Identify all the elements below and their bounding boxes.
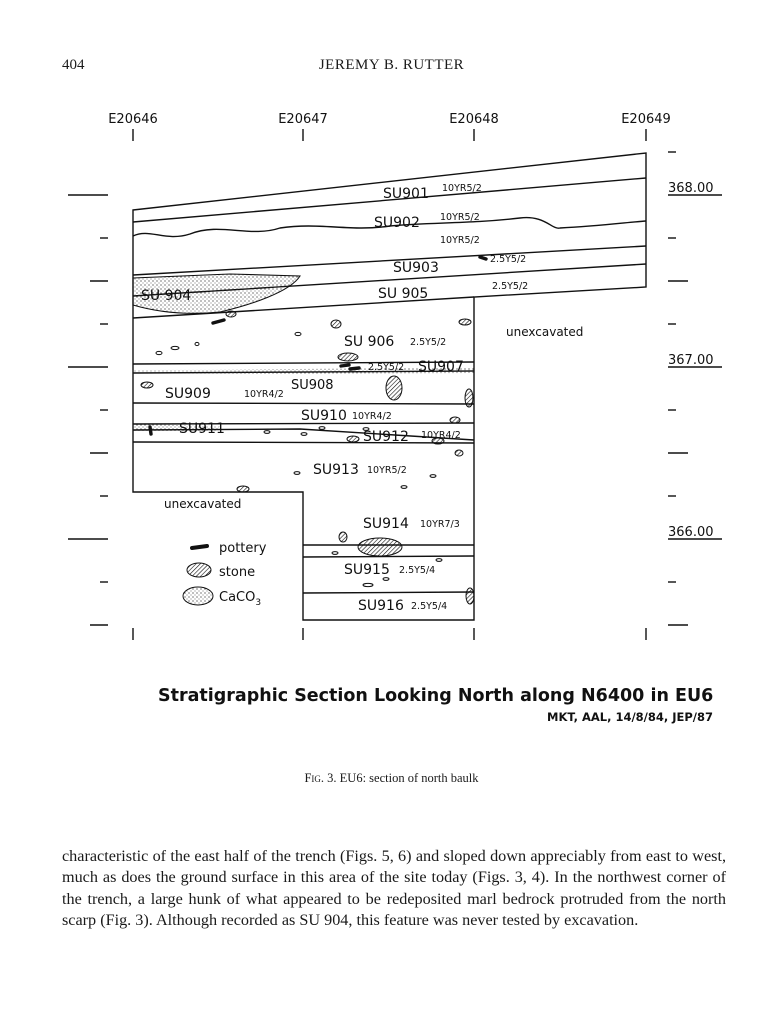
unexcavated-label: unexcavated	[164, 497, 242, 511]
caption-text: EU6: section of north baulk	[339, 771, 479, 785]
caption-label: Fig. 3.	[304, 771, 337, 785]
unit-color: 2.5Y5/4	[411, 601, 448, 612]
unit-color: 2.5Y5/4	[399, 565, 436, 576]
elevation-label: 368.00	[668, 181, 714, 196]
legend-label: CaCO$_3$	[219, 590, 262, 608]
unit-label: SU 904	[141, 288, 192, 304]
unit-label: SU913	[313, 462, 359, 478]
running-head: JEREMY B. RUTTER	[318, 57, 465, 73]
elevation-label: 367.00	[668, 353, 714, 368]
unit-label: SU 906	[344, 334, 395, 350]
unit-color: 2.5Y5/2	[368, 362, 405, 373]
unit-label: SU916	[358, 598, 404, 614]
legend-label: pottery	[219, 541, 267, 556]
unit-label: SU912	[363, 429, 409, 445]
unit-color: 10YR4/2	[421, 430, 461, 441]
unit-color: 2.5Y5/2	[492, 281, 529, 292]
unit-color: 10YR5/2	[367, 465, 407, 476]
unit-color: 10YR7/3	[420, 519, 460, 530]
unit-color: 2.5Y5/2	[410, 337, 447, 348]
unit-label: SU910	[301, 408, 347, 424]
unit-label: SU908	[291, 378, 334, 393]
figure-title: Stratigraphic Section Looking North along N6400 in EU6	[158, 686, 714, 706]
page-number: 404	[62, 57, 85, 73]
unit-color: 10YR4/2	[244, 389, 284, 400]
unit-label: SU901	[383, 186, 429, 202]
unexcavated-label: unexcavated	[506, 325, 584, 339]
figure-credits: MKT, AAL, 14/8/84, JEP/87	[547, 710, 713, 724]
unit-label: SU909	[165, 386, 211, 402]
easting-label: E20648	[449, 112, 499, 127]
unit-label: SU911	[179, 421, 225, 437]
unit-label: SU 905	[378, 286, 429, 302]
caco3-symbol	[183, 587, 213, 605]
unit-label: SU914	[363, 516, 409, 532]
figure-caption	[0, 771, 783, 786]
elevation-label: 366.00	[668, 525, 714, 540]
unit-color: 10YR5/2	[440, 235, 480, 246]
legend-label: stone	[219, 565, 256, 580]
unit-color: 10YR5/2	[442, 183, 482, 194]
unit-label: SU915	[344, 562, 390, 578]
easting-label: E20647	[278, 112, 328, 127]
easting-label: E20649	[621, 112, 671, 127]
body-paragraph: characteristic of the east half of the trench (Figs. 5, 6) and sloped down appreciably from east to west, much as does the ground surface in this area of the site today (Figs. 3, 4). In the northwest corner of the trench, a large hunk of what appeared to be redeposited marl bedrock protruded from the north scarp (Fig. 3). Although recorded as SU 904, this feature was never tested by excavation.	[62, 847, 726, 930]
easting-label: E20646	[108, 112, 158, 127]
extra-color-label: 2.5Y5/2	[490, 254, 527, 265]
unit-label: SU902	[374, 215, 420, 231]
unit-color: 10YR4/2	[352, 411, 392, 422]
stone-symbol	[187, 563, 211, 577]
unit-color: 10YR5/2	[440, 212, 480, 223]
legend	[183, 541, 267, 608]
pottery-symbol	[192, 546, 207, 548]
unit-label: SU907	[418, 359, 464, 375]
unit-label: SU903	[393, 260, 439, 276]
stones	[141, 311, 474, 604]
